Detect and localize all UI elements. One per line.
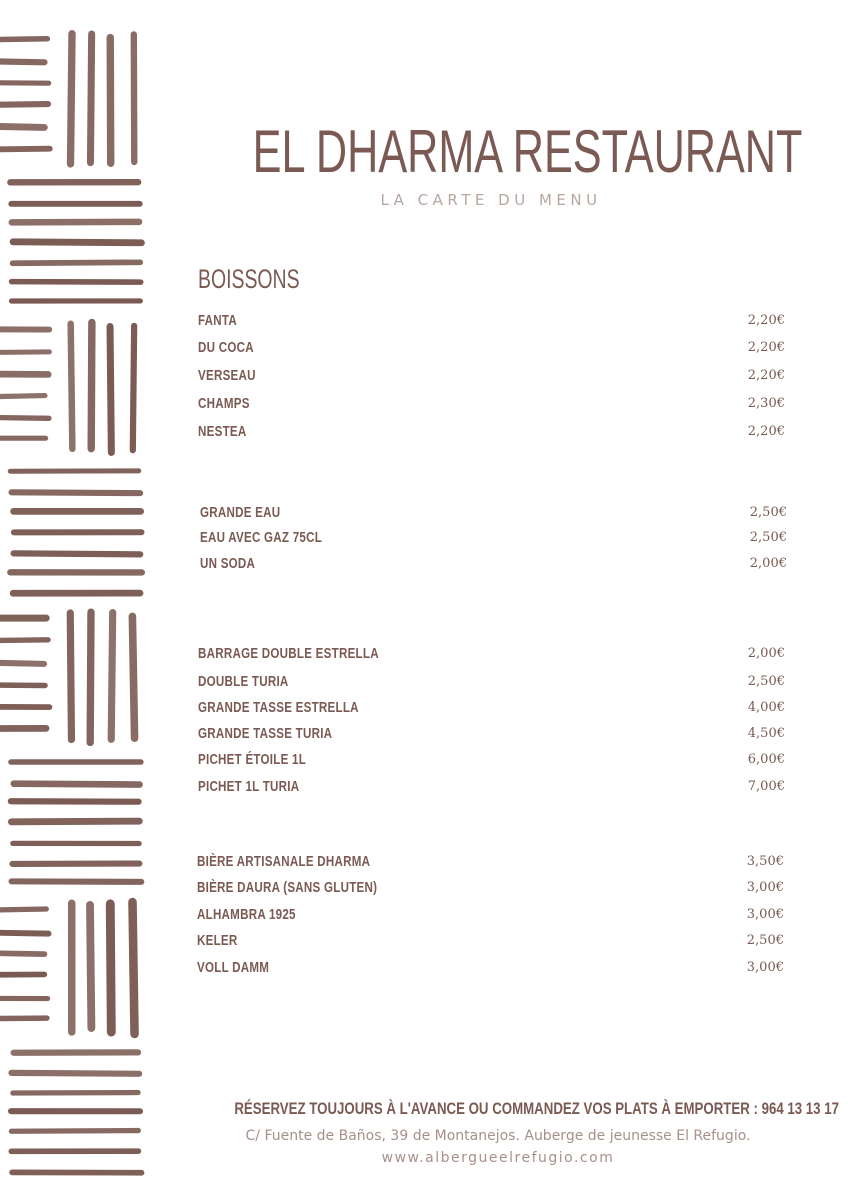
menu-item-price: 4,00€ xyxy=(747,700,785,715)
menu-item-row xyxy=(197,878,784,898)
menu-item-price: 2,50€ xyxy=(749,530,787,545)
menu-item-row xyxy=(198,698,785,718)
menu-item-price: 2,50€ xyxy=(746,933,784,948)
menu-item-price: 3,00€ xyxy=(746,960,784,975)
menu-item-price: 3,50€ xyxy=(746,854,784,869)
menu-item-price: 2,20€ xyxy=(747,368,785,383)
menu-item-price: 2,20€ xyxy=(747,424,785,439)
menu-item-price: 2,50€ xyxy=(747,674,785,689)
menu-item-row xyxy=(200,528,787,548)
menu-item-name: EAU AVEC GAZ 75CL xyxy=(200,530,323,546)
menu-item-price: 3,00€ xyxy=(746,907,784,922)
menu-item-row xyxy=(198,724,785,744)
website: www.albergueelrefugio.com xyxy=(381,1150,615,1166)
menu-item-name: UN SODA xyxy=(200,556,256,572)
menu-item-name: ALHAMBRA 1925 xyxy=(197,907,296,923)
menu-item-name: VOLL DAMM xyxy=(197,960,270,976)
menu-item-name: DOUBLE TURIA xyxy=(198,674,289,690)
menu-item-price: 2,00€ xyxy=(749,556,787,571)
menu-item-price: 2,50€ xyxy=(749,505,787,520)
menu-item-row xyxy=(197,852,784,872)
menu-item-price: 2,30€ xyxy=(747,396,785,411)
menu-item-name: KELER xyxy=(197,933,238,949)
menu-item-row xyxy=(197,958,784,978)
menu-item-row xyxy=(198,672,785,692)
menu-item-row xyxy=(198,394,785,414)
menu-item-price: 4,50€ xyxy=(747,726,785,741)
menu-item-row xyxy=(197,931,784,951)
menu-item-row xyxy=(198,644,785,664)
restaurant-title: EL DHARMA RESTAURANT xyxy=(252,118,803,185)
menu-item-name: PICHET 1L TURIA xyxy=(198,779,300,795)
menu-item-row xyxy=(198,777,785,797)
menu-subtitle: LA CARTE DU MENU xyxy=(380,191,602,209)
brush-stroke-border xyxy=(0,30,145,1190)
menu-item-name: BIÈRE DAURA (SANS GLUTEN) xyxy=(197,880,378,896)
menu-item-row xyxy=(198,311,785,331)
menu-item-name: CHAMPS xyxy=(198,396,250,412)
menu-item-name: GRANDE TASSE ESTRELLA xyxy=(198,700,359,716)
menu-item-name: GRANDE EAU xyxy=(200,505,281,521)
menu-item-name: GRANDE TASSE TURIA xyxy=(198,726,333,742)
menu-item-row xyxy=(198,422,785,442)
reservation-note: RÉSERVEZ TOUJOURS À L'AVANCE OU COMMANDEZ VOS PLATS À EMPORTER : 964 13 13 17 xyxy=(234,1099,839,1118)
menu-item-price: 2,20€ xyxy=(747,313,785,328)
menu-item-row xyxy=(200,503,787,523)
section-title: BOISSONS xyxy=(198,264,300,294)
menu-item-price: 3,00€ xyxy=(746,880,784,895)
menu-item-row xyxy=(198,338,785,358)
menu-item-name: BIÈRE ARTISANALE DHARMA xyxy=(197,854,371,870)
menu-item-price: 7,00€ xyxy=(747,779,785,794)
menu-item-price: 2,00€ xyxy=(747,646,785,661)
menu-item-price: 2,20€ xyxy=(747,340,785,355)
menu-item-name: NESTEA xyxy=(198,424,247,440)
menu-item-row xyxy=(198,750,785,770)
menu-item-price: 6,00€ xyxy=(747,752,785,767)
menu-item-name: VERSEAU xyxy=(198,368,256,384)
menu-item-name: FANTA xyxy=(198,313,238,329)
menu-item-name: PICHET ÉTOILE 1L xyxy=(198,752,307,768)
address: C/ Fuente de Baños, 39 de Montanejos. Auberge de jeunesse El Refugio. xyxy=(245,1128,751,1144)
menu-item-name: DU COCA xyxy=(198,340,254,356)
menu-item-name: BARRAGE DOUBLE ESTRELLA xyxy=(198,646,379,662)
menu-item-row xyxy=(197,905,784,925)
menu-item-row xyxy=(198,366,785,386)
menu-item-row xyxy=(200,554,787,574)
